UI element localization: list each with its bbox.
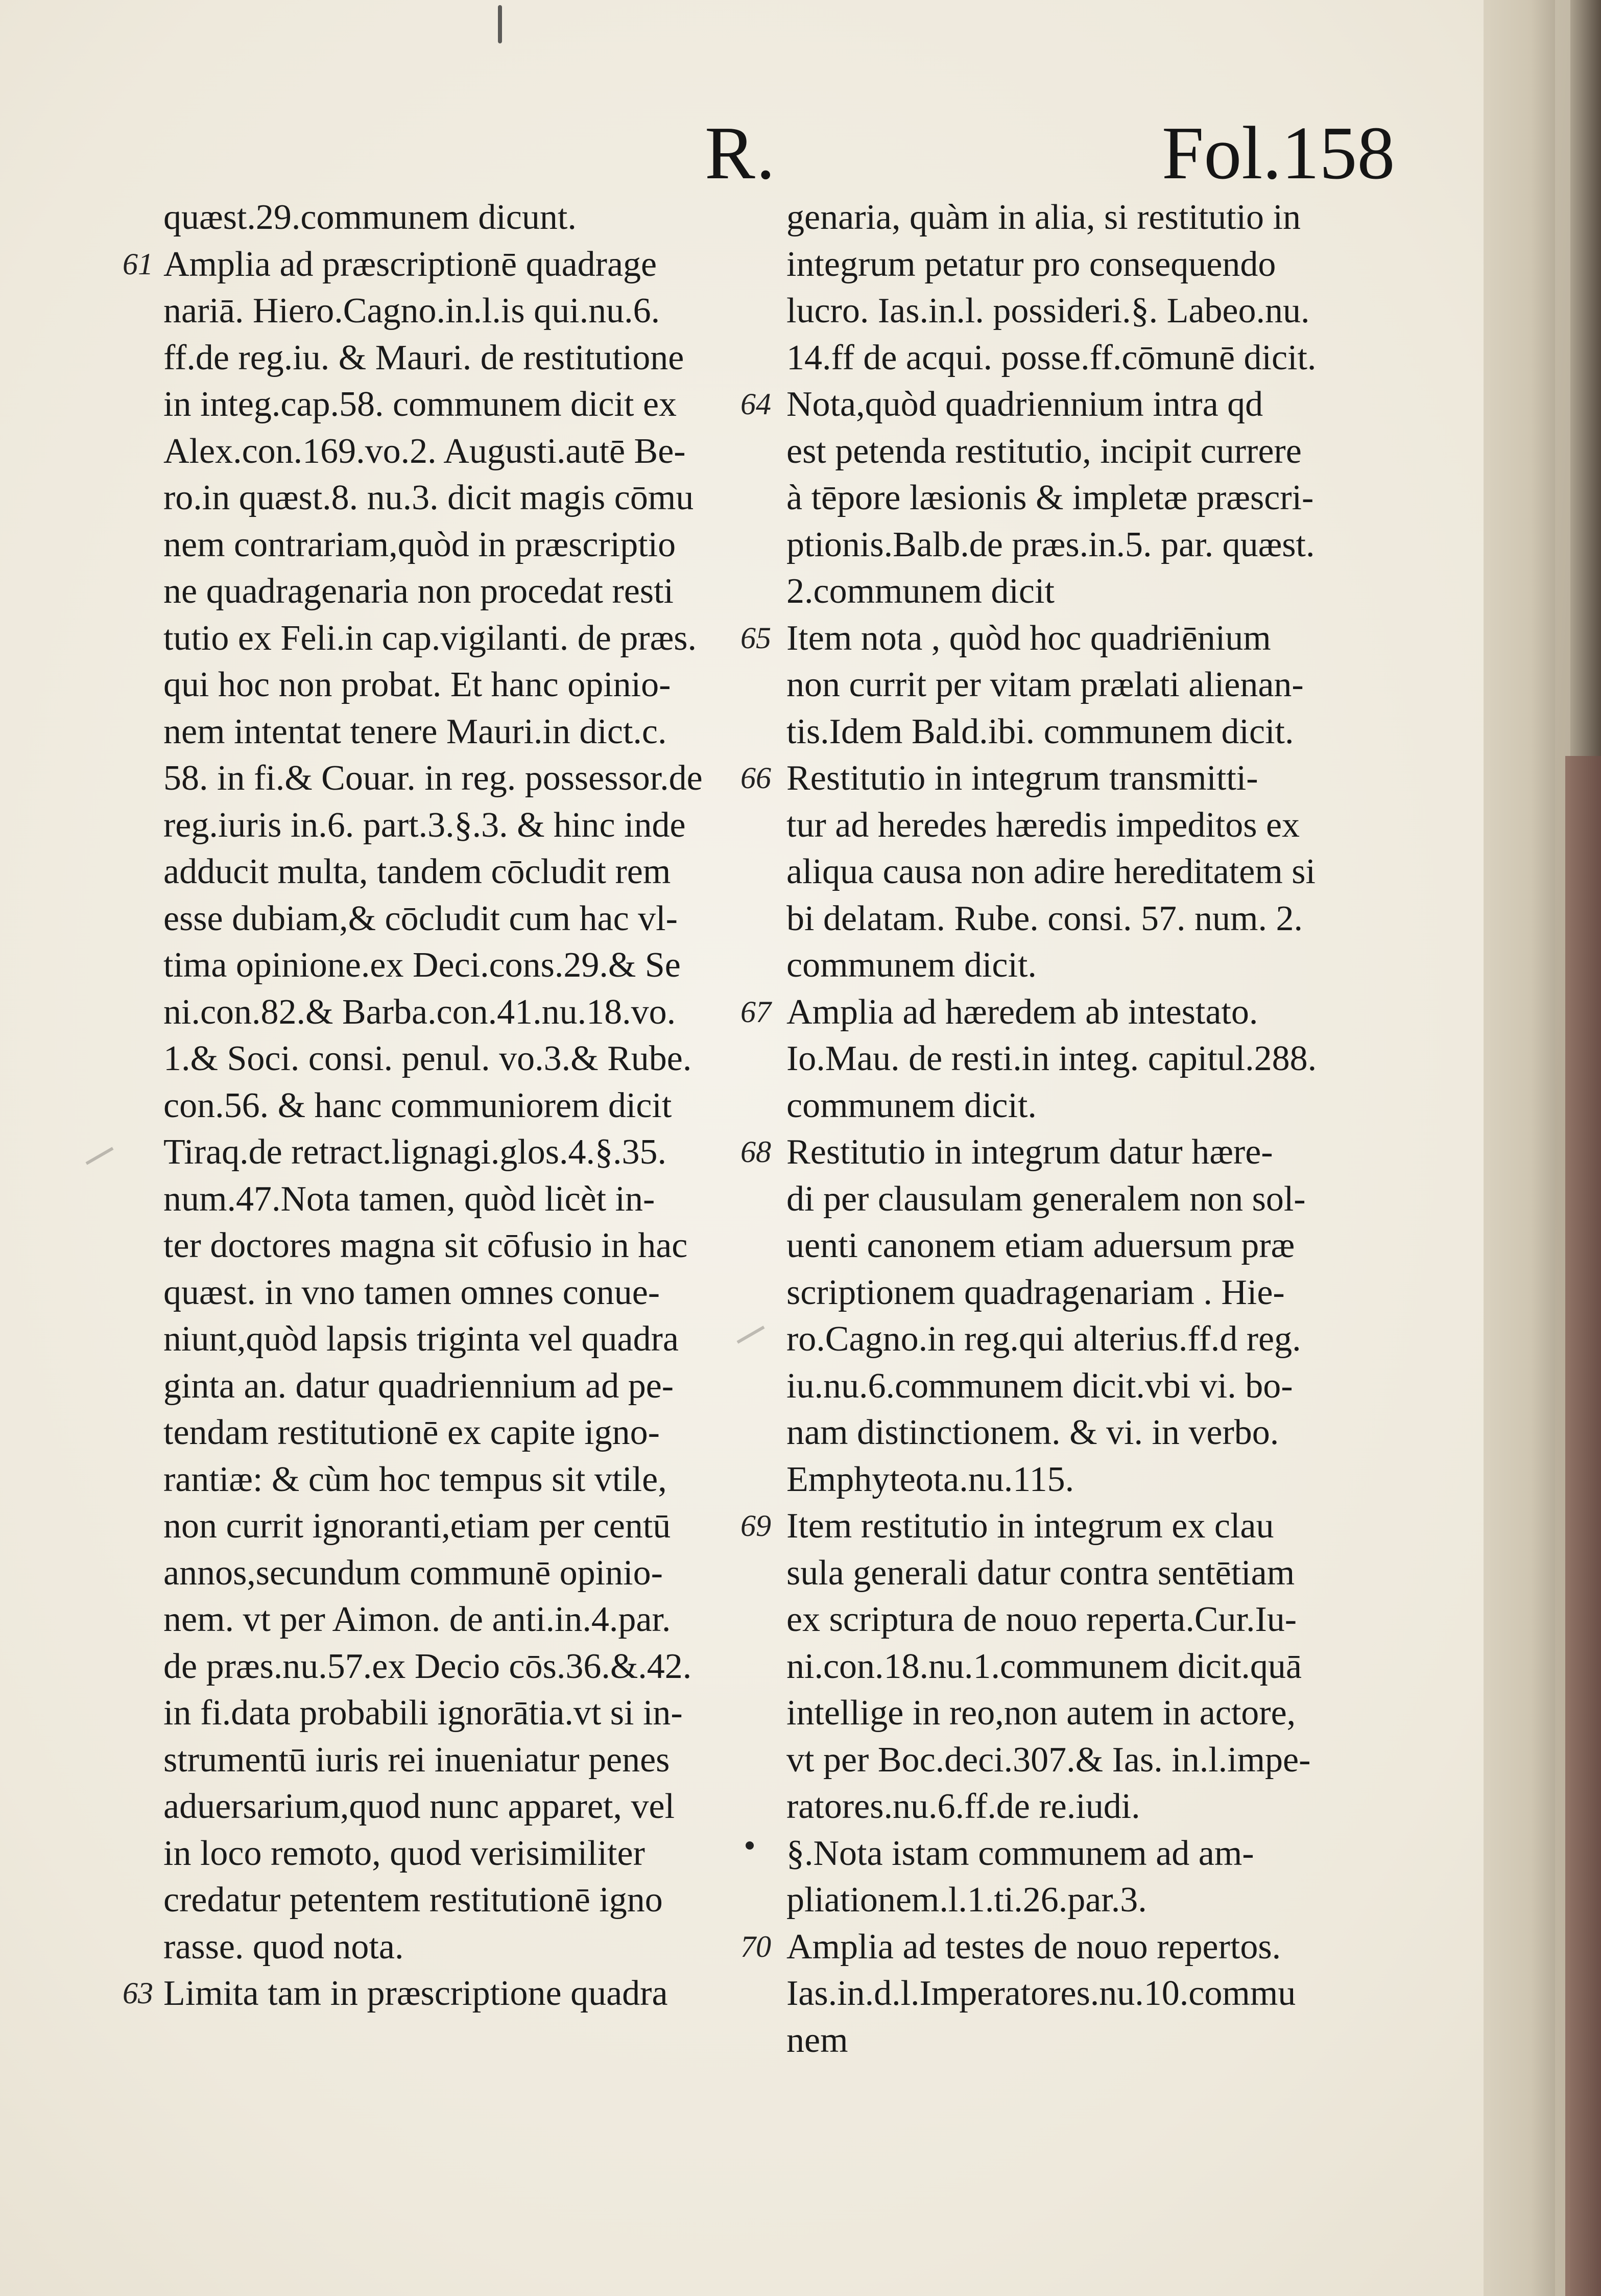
text-line [786, 1970, 1369, 2017]
text-line [740, 755, 1369, 802]
text-line [786, 288, 1369, 335]
line-text: à tēpore læsionis & impletæ præscri- [786, 478, 1314, 517]
text-line [163, 335, 746, 382]
line-text: Amplia ad testes de nouo repertos. [786, 1927, 1281, 1967]
text-line [786, 241, 1369, 288]
text-line [163, 1176, 746, 1223]
line-text: ro.Cagno.in reg.qui alterius.ff.d reg. [786, 1319, 1301, 1359]
text-line [786, 1222, 1369, 1269]
right-column [740, 194, 1369, 2064]
line-text: quæst.29.communem dicunt. [163, 198, 577, 237]
line-text: Io.Mau. de resti.in integ. capitul.288. [786, 1039, 1317, 1078]
line-text: 14.ff de acqui. posse.ff.cōmunē dicit. [786, 338, 1317, 377]
line-text: tutio ex Feli.in cap.vigilanti. de præs. [163, 618, 697, 658]
text-line [163, 1269, 746, 1316]
text-line [786, 522, 1369, 569]
line-text: lucro. Ias.in.l. possideri.§. Labeo.nu. [786, 291, 1310, 330]
text-line [163, 1550, 746, 1597]
text-line [163, 708, 746, 755]
text-line [740, 1503, 1369, 1550]
line-text: con.56. & hanc communiorem dicit [163, 1085, 672, 1125]
line-text: Amplia ad hæredem ab intestato. [786, 992, 1258, 1032]
paragraph-number: 67 [740, 995, 771, 1029]
line-text: nem contrariam,quòd in præscriptio [163, 525, 676, 564]
line-text: num.47.Nota tamen, quòd licèt in- [163, 1179, 655, 1219]
folio-number: Fol.158 [1162, 111, 1395, 195]
text-line [163, 1456, 746, 1503]
text-line [786, 1035, 1369, 1082]
line-text: sula generali datur contra sentētiam [786, 1553, 1295, 1593]
line-text: Limita tam in præscriptione quadra [163, 1974, 668, 2013]
text-line [163, 1596, 746, 1643]
text-line [163, 755, 746, 802]
text-line [163, 288, 746, 335]
line-text: annos,secundum communē opinio- [163, 1553, 663, 1593]
line-text: Amplia ad præscriptionē quadrage [163, 244, 657, 284]
text-line [786, 1176, 1369, 1223]
text-line [163, 1363, 746, 1410]
text-line [163, 895, 746, 942]
line-text: ni.con.18.nu.1.communem dicit.quā [786, 1646, 1302, 1686]
line-text: aliqua causa non adire hereditatem si [786, 852, 1316, 891]
text-line [163, 381, 746, 428]
text-line [786, 568, 1369, 615]
paragraph-number: 68 [740, 1135, 771, 1169]
text-line [786, 895, 1369, 942]
line-text: uenti canonem etiam aduersum præ [786, 1226, 1295, 1265]
line-text: ne quadragenaria non procedat resti [163, 572, 674, 611]
line-text: iu.nu.6.communem dicit.vbi vi. bo- [786, 1366, 1293, 1406]
paragraph-number: 66 [740, 761, 771, 795]
bullet-marker [746, 1841, 754, 1850]
paragraph-number: 65 [740, 621, 771, 655]
text-line [163, 475, 746, 522]
line-text: nem. vt per Aimon. de anti.in.4.par. [163, 1600, 671, 1639]
text-line [163, 522, 746, 569]
text-line [163, 1924, 746, 1971]
text-line [786, 1409, 1369, 1456]
text-line [163, 1503, 746, 1550]
line-text: ff.de reg.iu. & Mauri. de restitutione [163, 338, 684, 377]
line-text: integrum petatur pro consequendo [786, 244, 1276, 284]
text-line [163, 1082, 746, 1129]
line-text: Item restitutio in integrum ex clau [786, 1506, 1274, 1546]
text-line [163, 1830, 746, 1877]
text-line [163, 1643, 746, 1690]
line-text: ni.con.82.& Barba.con.41.nu.18.vo. [163, 992, 676, 1032]
text-line [123, 1970, 746, 2017]
text-line [786, 1830, 1369, 1877]
text-line [740, 381, 1369, 428]
text-line [163, 194, 746, 241]
text-line [786, 1363, 1369, 1410]
line-text: reg.iuris in.6. part.3.§.3. & hinc inde [163, 805, 686, 845]
text-line [786, 942, 1369, 989]
text-line [163, 428, 746, 475]
line-text: tendam restitutionē ex capite igno- [163, 1413, 660, 1452]
line-text: qui hoc non probat. Et hanc opinio- [163, 665, 671, 704]
line-text: in loco remoto, quod verisimiliter [163, 1833, 645, 1873]
text-line [786, 1596, 1369, 1643]
paragraph-number: 70 [740, 1929, 771, 1963]
line-text: 1.& Soci. consi. penul. vo.3.& Rube. [163, 1039, 692, 1078]
text-line [740, 1129, 1369, 1176]
line-text: rantiæ: & cùm hoc tempus sit vtile, [163, 1459, 667, 1499]
line-text: communem dicit. [786, 945, 1037, 985]
line-text: bi delatam. Rube. consi. 57. num. 2. [786, 898, 1303, 938]
line-text: quæst. in vno tamen omnes conue- [163, 1272, 660, 1312]
line-text: credatur petentem restitutionē igno [163, 1880, 663, 1920]
line-text: nem [786, 2020, 848, 2060]
text-line [163, 1737, 746, 1784]
text-line [786, 428, 1369, 475]
text-line [786, 1456, 1369, 1503]
text-line [163, 1409, 746, 1456]
line-text: strumentū iuris rei inueniatur penes [163, 1740, 670, 1780]
ink-mark [498, 5, 502, 43]
line-text: §.Nota istam communem ad am- [786, 1833, 1254, 1873]
text-line [786, 1550, 1369, 1597]
line-text: tur ad heredes hæredis impeditos ex [786, 805, 1300, 845]
text-line [786, 194, 1369, 241]
line-text: genaria, quàm in alia, si restitutio in [786, 198, 1301, 237]
line-text: in integ.cap.58. communem dicit ex [163, 385, 677, 424]
line-text: in fi.data probabili ignorātia.vt si in- [163, 1693, 683, 1733]
text-line [163, 1316, 746, 1363]
text-line [786, 708, 1369, 755]
text-line [740, 1924, 1369, 1971]
text-line [786, 1316, 1369, 1363]
line-text: tis.Idem Bald.ibi. communem dicit. [786, 712, 1294, 751]
line-text: tima opinione.ex Deci.cons.29.& Se [163, 945, 681, 985]
paragraph-number: 69 [740, 1509, 771, 1543]
text-line [163, 1690, 746, 1737]
text-line [786, 802, 1369, 849]
text-line [163, 802, 746, 849]
text-line [786, 1783, 1369, 1830]
line-text: Item nota , quòd hoc quadriēnium [786, 618, 1271, 658]
line-text: pliationem.l.1.ti.26.par.3. [786, 1880, 1147, 1920]
text-line [786, 1269, 1369, 1316]
line-text: di per clausulam generalem non sol- [786, 1179, 1306, 1219]
line-text: ex scriptura de nouo reperta.Cur.Iu- [786, 1600, 1297, 1639]
text-line [123, 241, 746, 288]
line-text: nariā. Hiero.Cagno.in.l.is qui.nu.6. [163, 291, 660, 330]
margin-tick [86, 1147, 114, 1165]
text-line [786, 335, 1369, 382]
line-text: vt per Boc.deci.307.& Ias. in.l.impe- [786, 1740, 1311, 1780]
line-text: 58. in fi.& Couar. in reg. possessor.de [163, 759, 703, 798]
line-text: esse dubiam,& cōcludit cum hac vl- [163, 898, 678, 938]
line-text: ratores.nu.6.ff.de re.iudi. [786, 1787, 1140, 1826]
text-line [786, 661, 1369, 708]
line-text: ginta an. datur quadriennium ad pe- [163, 1366, 674, 1406]
text-line [163, 568, 746, 615]
line-text: communem dicit. [786, 1085, 1037, 1125]
paragraph-number: 64 [740, 387, 771, 421]
line-text: de præs.nu.57.ex Decio cōs.36.&.42. [163, 1646, 692, 1686]
line-text: intellige in reo,non autem in actore, [786, 1693, 1296, 1733]
line-text: nem intentat tenere Mauri.in dict.c. [163, 712, 667, 751]
paragraph-number: 63 [123, 1976, 153, 2010]
text-line [163, 1783, 746, 1830]
text-line [786, 1737, 1369, 1784]
line-text: scriptionem quadragenariam . Hie- [786, 1272, 1285, 1312]
section-letter: R. [705, 111, 776, 195]
line-text: aduersarium,quod nunc apparet, vel [163, 1787, 675, 1826]
line-text: ptionis.Balb.de præs.in.5. par. quæst. [786, 525, 1315, 564]
text-line [163, 1877, 746, 1924]
line-text: Emphyteota.nu.115. [786, 1459, 1074, 1499]
text-line [163, 661, 746, 708]
line-text: Alex.con.169.vo.2. Augusti.autē Be- [163, 431, 686, 471]
line-text: niunt,quòd lapsis triginta vel quadra [163, 1319, 679, 1359]
line-text: adducit multa, tandem cōcludit rem [163, 852, 671, 891]
line-text: nam distinctionem. & vi. in verbo. [786, 1413, 1279, 1452]
text-line [786, 848, 1369, 895]
text-line [163, 1035, 746, 1082]
left-column [123, 194, 746, 2017]
line-text: non currit per vitam prælati alienan- [786, 665, 1304, 704]
paragraph-number: 61 [123, 247, 153, 281]
text-line [163, 848, 746, 895]
text-line [786, 2017, 1369, 2064]
line-text: non currit ignoranti,etiam per centū [163, 1506, 671, 1546]
line-text: Ias.in.d.l.Imperatores.nu.10.commu [786, 1974, 1296, 2013]
line-text: ro.in quæst.8. nu.3. dicit magis cōmu [163, 478, 694, 517]
text-line [740, 989, 1369, 1036]
binding-edge [1565, 756, 1601, 2296]
line-text: Tiraq.de retract.lignagi.glos.4.§.35. [163, 1132, 667, 1172]
line-text: Restitutio in integrum transmitti- [786, 759, 1258, 798]
text-line [163, 989, 746, 1036]
text-line [163, 615, 746, 662]
text-line [786, 475, 1369, 522]
text-line [786, 1877, 1369, 1924]
text-line [163, 1129, 746, 1176]
text-line [163, 942, 746, 989]
line-text: Nota,quòd quadriennium intra qd [786, 385, 1263, 424]
text-line [786, 1643, 1369, 1690]
line-text: Restitutio in integrum datur hære- [786, 1132, 1273, 1172]
line-text: est petenda restitutio, incipit currere [786, 431, 1302, 471]
line-text: ter doctores magna sit cōfusio in hac [163, 1226, 688, 1265]
text-line [163, 1222, 746, 1269]
line-text: rasse. quod nota. [163, 1927, 404, 1967]
text-line [740, 615, 1369, 662]
text-line [786, 1690, 1369, 1737]
text-line [786, 1082, 1369, 1129]
line-text: 2.communem dicit [786, 572, 1055, 611]
